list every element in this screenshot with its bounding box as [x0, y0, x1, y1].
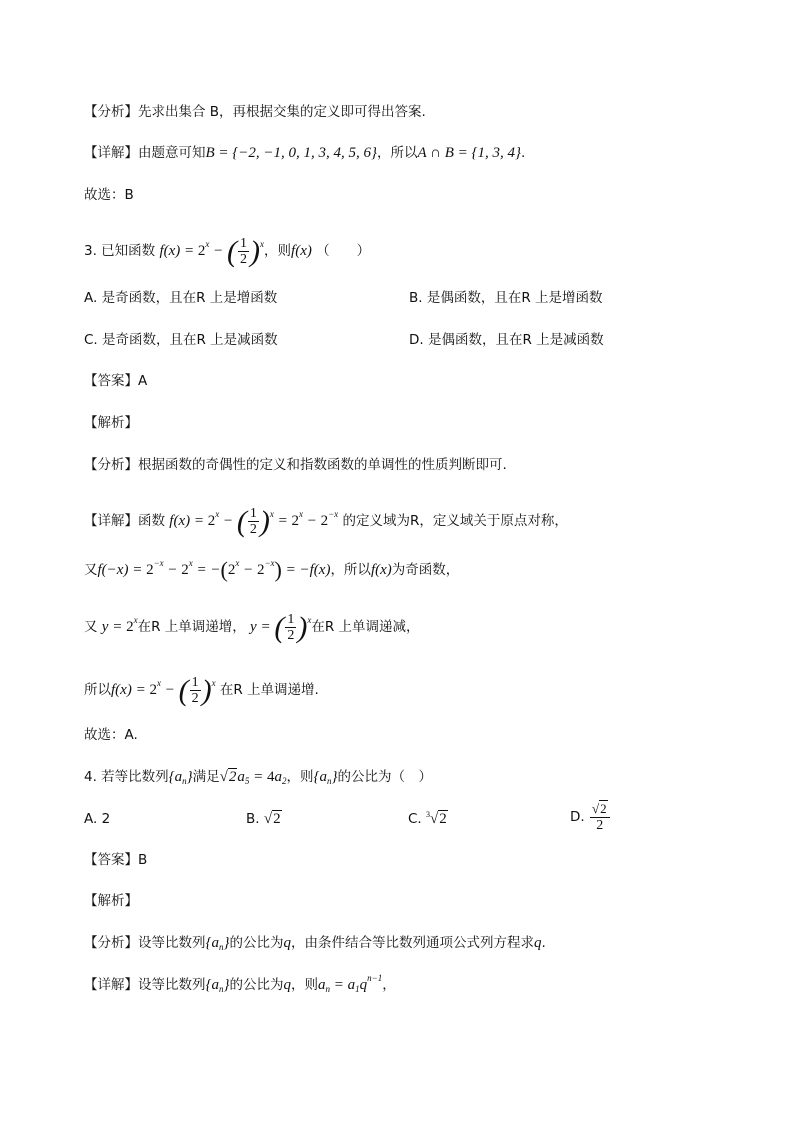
q3-detail4-suffix: 在R 上单调递增.: [219, 681, 319, 698]
q3-detail2-formula: $f(-x) = 2^{-x} - 2^x = -(2^x - 2^{-x}) = -f(x)$: [97, 557, 331, 582]
q3-option-b: B. 是偶函数，且在R 上是增函数: [409, 290, 603, 306]
q3-stem-blank: （ ）: [316, 242, 371, 259]
q4-detail-end: ，: [382, 977, 396, 993]
q3-detail1-formula: $f(x) = 2^x$ − ( $\frac{1}{2}$ )$^x = 2^x - 2^{-x}$: [169, 504, 339, 538]
q4-detail-formula: $a_n = a_1q^{n-1}$: [318, 973, 383, 994]
q2-set-b: B = {−2, −1, 0, 1, 3, 4, 5, 6}: [205, 145, 378, 161]
q2-detail-mid: ，所以: [377, 145, 418, 161]
q3-detail3-y1: $y = 2^x$: [101, 614, 138, 635]
q3-stem: [84, 236, 370, 267]
q3-detail3-prefix: 又: [84, 618, 98, 635]
q4-stem-prefix: 4. 若等比数列: [84, 769, 169, 785]
q4-detail-q: q: [283, 977, 291, 993]
q2-choose: 故选：B: [84, 187, 134, 203]
q4-analysis: [84, 933, 546, 953]
q3-detail2-mid: ，所以: [330, 562, 371, 578]
q4-option-a: A. 2: [84, 811, 111, 827]
q3-detail-3: [84, 612, 420, 643]
q3-stem-fx: f(x): [291, 242, 312, 259]
q4-option-c: C. $^3$√2: [408, 810, 447, 827]
q3-option-a: A. 是奇函数，且在R 上是增函数: [84, 290, 278, 306]
q4-analysis-seq: $\{a_n\}$: [205, 935, 230, 952]
q3-stem-func: $f(x) = 2^x$ − ( $\frac{1}{2}$ )$^x$: [159, 234, 265, 268]
q3-detail2-suffix: 为奇函数，: [391, 562, 460, 578]
q4-option-d: D. $\frac{√2}{2}$: [570, 801, 611, 833]
q4-detail-mid: 的公比为: [229, 977, 284, 993]
q3-detail2-fx: f(x): [370, 562, 392, 578]
q3-detail3-mid1: 在R 上单调递增，: [137, 618, 246, 635]
q4-analysis-label: 【解析】: [84, 893, 138, 909]
q3-option-d: D. 是偶函数，且在R 上是减函数: [409, 332, 604, 348]
q2-detail-prefix: 【详解】由题意可知: [84, 145, 206, 161]
q3-analysis: 【分析】根据函数的奇偶性的定义和指数函数的单调性的性质判断即可.: [84, 457, 507, 473]
q4-analysis-prefix: 【分析】设等比数列: [84, 935, 206, 951]
q4-stem-mid2: ，则: [286, 769, 314, 785]
q2-intersection: A ∩ B = {1, 3, 4}: [417, 145, 522, 161]
q3-option-c: C. 是奇函数，且在R 上是减函数: [84, 332, 278, 348]
q3-detail4-formula: $f(x) = 2^x$ − ( $\frac{1}{2}$ )$^x$: [111, 673, 216, 707]
q3-detail3-y2: y = ( $\frac{1}{2}$ )$^x$: [250, 610, 312, 644]
q3-choose: 故选：A.: [84, 727, 138, 743]
q3-detail3-suffix: 在R 上单调递减，: [311, 618, 420, 635]
q3-detail2-prefix: 又: [84, 562, 98, 578]
q2-detail-end: .: [521, 145, 526, 161]
q4-condition: $√2a_5 = 4a_2$: [219, 769, 287, 786]
q4-stem-suffix: 的公比为（ ）: [337, 769, 433, 785]
q4-stem-mid1: 满足: [192, 769, 220, 785]
q4-detail-mid2: ，则: [291, 977, 318, 993]
q4-option-b: B. √2: [246, 811, 281, 827]
q3-detail1-suffix: 的定义域为R，定义域关于原点对称，: [342, 512, 568, 529]
q3-detail4-prefix: 所以: [84, 681, 111, 698]
q4-analysis-mid2: ，由条件结合等比数列通项公式列方程求: [291, 935, 534, 951]
q4-detail: [84, 975, 396, 995]
q2-analysis: 【分析】先求出集合 B，再根据交集的定义即可得出答案.: [84, 104, 426, 120]
q4-answer: 【答案】B: [84, 852, 148, 868]
q3-stem-mid: ，则: [264, 242, 292, 259]
q3-answer: 【答案】A: [84, 373, 148, 389]
q4-detail-seq: $\{a_n\}$: [205, 977, 230, 994]
q4-detail-prefix: 【详解】设等比数列: [84, 977, 206, 993]
q2-detail: [84, 143, 525, 163]
q3-analysis-label: 【解析】: [84, 415, 138, 431]
q4-seq: $\{a_n\}$: [168, 769, 193, 786]
q4-analysis-mid: 的公比为: [229, 935, 284, 951]
q4-analysis-end: .: [541, 935, 546, 951]
q3-stem-prefix: 3. 已知函数: [84, 242, 156, 259]
q3-detail1-prefix: 【详解】函数: [84, 512, 165, 529]
q4-analysis-q: q: [283, 935, 291, 951]
q4-seq-2: $\{a_n\}$: [313, 769, 338, 786]
q3-detail-4: [84, 675, 319, 706]
q4-stem: [84, 767, 432, 787]
q3-detail-1: [84, 506, 568, 537]
q4-analysis-q2: q: [534, 935, 542, 951]
q3-detail-2: [84, 557, 460, 582]
